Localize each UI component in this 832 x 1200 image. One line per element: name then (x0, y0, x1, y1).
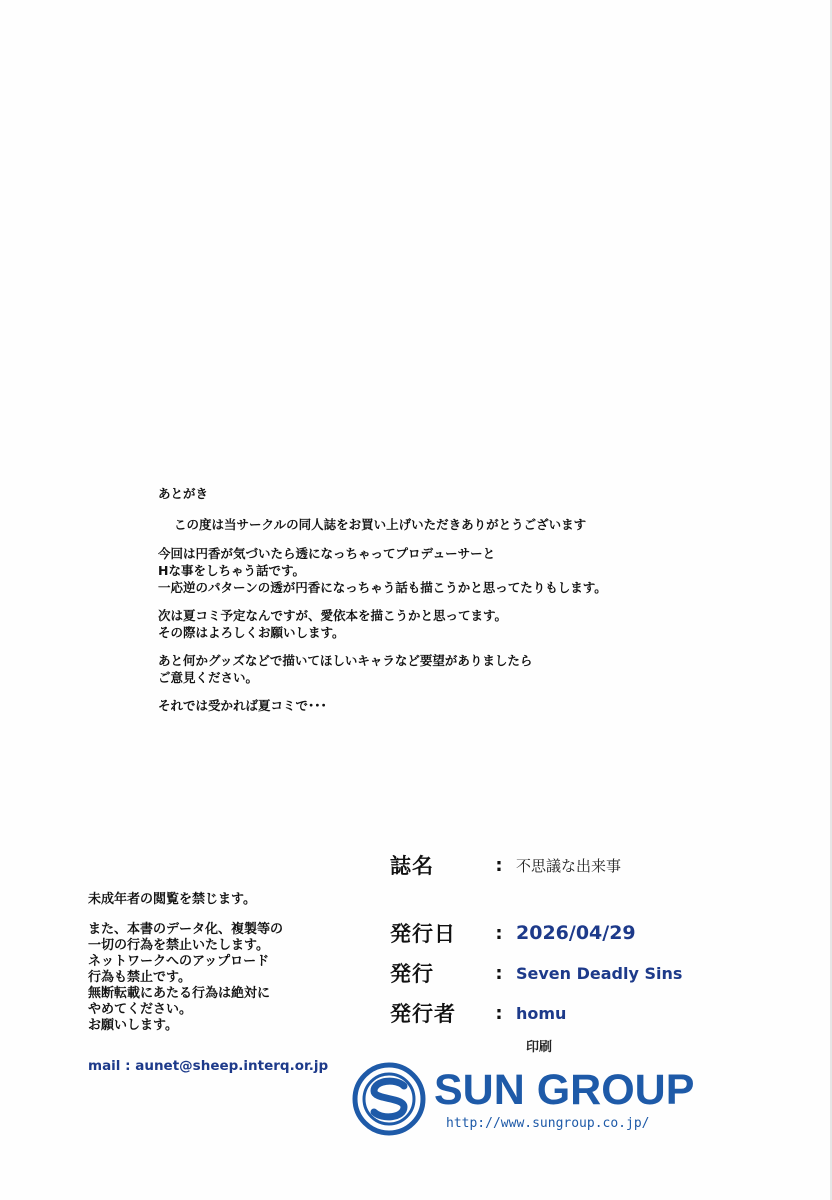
colophon-row-publisher (390, 958, 682, 988)
afterword-paragraph-1 (158, 516, 678, 533)
notice (88, 892, 338, 1048)
colophon-row-author (390, 998, 566, 1028)
separator: : (495, 922, 503, 944)
afterword-line: この度は当サークルの同人誌をお買い上げいただきありがとうございます (174, 517, 587, 532)
title-value: 不思議な出来事 (516, 856, 622, 875)
colophon-row-title (390, 850, 621, 880)
separator: : (495, 854, 503, 876)
separator: : (495, 1002, 503, 1024)
copy-warning-line: お願いします。 (88, 1018, 178, 1033)
copy-warning (88, 922, 338, 1034)
printer-logo (352, 1062, 732, 1142)
afterword-line: あと何かグッズなどで描いてほしいキャラなど要望がありましたら (158, 653, 533, 668)
afterword-paragraph-5 (158, 697, 678, 714)
copy-warning-line: やめてください。 (88, 1002, 193, 1017)
afterword-paragraph-3 (158, 607, 678, 641)
copy-warning-line: 一切の行為を禁止いたします。 (88, 938, 269, 953)
colophon-row-date (390, 918, 636, 948)
date-value: 2026/04/29 (516, 922, 636, 944)
copy-warning-line: 行為も禁止です。 (88, 970, 191, 985)
afterword-paragraph-4 (158, 652, 678, 686)
afterword-paragraph-2 (158, 545, 678, 596)
afterword-line: ご意見ください。 (158, 670, 259, 685)
sun-group-logo-icon (352, 1062, 426, 1136)
copy-warning-line: ネットワークへのアップロード (88, 954, 270, 969)
title-label: 誌名 (390, 854, 434, 878)
afterword-heading: あとがき (158, 486, 209, 501)
afterword-line: それでは受かれば夏コミで･･･ (158, 698, 327, 713)
afterword-line: その際はよろしくお願いします。 (158, 625, 345, 640)
separator: : (495, 962, 503, 984)
publisher-value: Seven Deadly Sins (516, 963, 683, 983)
contact-mail: mail : aunet@sheep.interq.or.jp (88, 1058, 329, 1074)
age-warning: 未成年者の閲覧を禁じます。 (88, 892, 256, 907)
afterword-line: 次は夏コミ予定なんですが、愛依本を描こうかと思ってます。 (158, 608, 508, 623)
printer-brand: SUN GROUP (434, 1066, 695, 1114)
afterword-line: 一応逆のパターンの透が円香になっちゃう話も描こうかと思ってたりもします。 (158, 580, 607, 595)
copy-warning-line: 無断転載にあたる行為は絶対に (88, 986, 271, 1001)
printer-url[interactable]: http://www.sungroup.co.jp/ (446, 1116, 650, 1131)
date-label: 発行日 (390, 922, 456, 946)
afterword (158, 485, 678, 725)
copy-warning-line: また、本書のデータ化、複製等の (88, 922, 284, 937)
publisher-label: 発行 (390, 962, 434, 986)
printing-label: 印刷 (526, 1040, 553, 1055)
author-value: homu (516, 1003, 567, 1023)
afterword-line: 今回は円香が気づいたら透になっちゃってプロデューサーと (158, 546, 496, 561)
author-label: 発行者 (390, 1002, 456, 1026)
afterword-line: Hな事をしちゃう話です。 (158, 563, 305, 578)
